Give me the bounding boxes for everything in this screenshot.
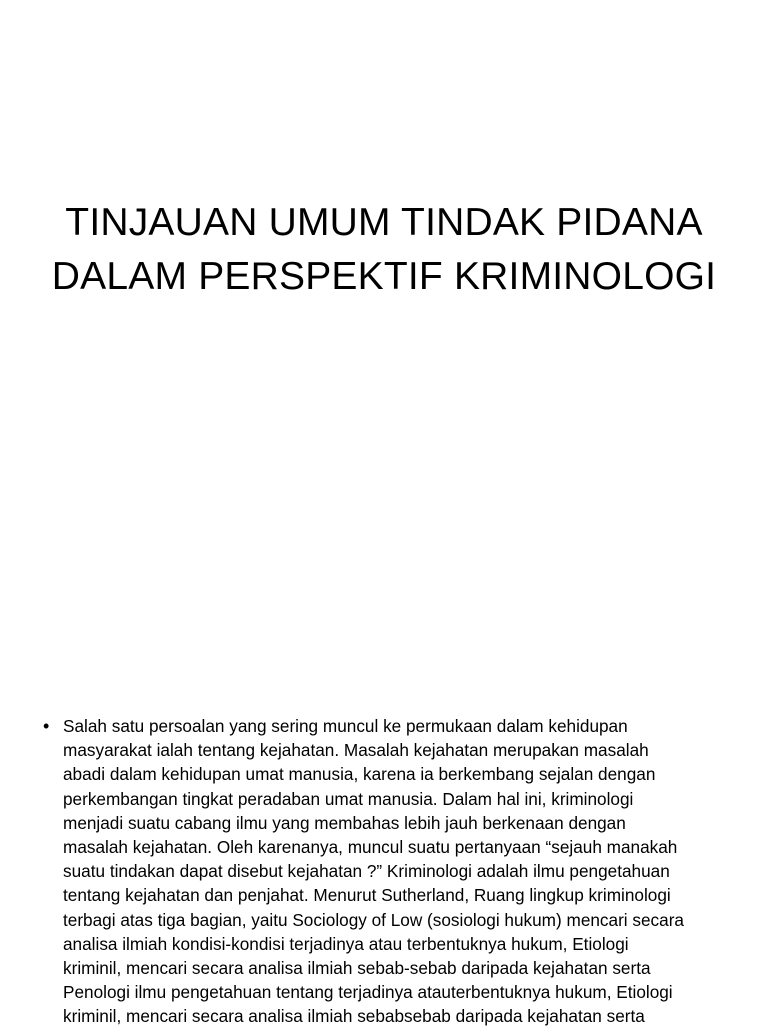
- body-text-line: terbagi atas tiga bagian, yaitu Sociology of Low (sosiologi hukum) mencari secara: [63, 909, 684, 930]
- body-text-line: Salah satu persoalan yang sering muncul ke permukaan dalam kehidupan: [63, 716, 628, 736]
- bullet-icon: •: [43, 716, 50, 736]
- slide-title: [0, 196, 768, 304]
- body-text-line: kriminil, mencari secara analisa ilmiah sebab-sebab daripada kejahatan serta: [63, 958, 651, 979]
- body-text-line: analisa ilmiah kondisi-kondisi terjadinya atau terbentuknya hukum, Etiologi: [63, 933, 629, 954]
- body-text-line: menjadi suatu cabang ilmu yang membahas lebih jauh berkenaan dengan: [63, 812, 626, 833]
- body-text-line: abadi dalam kehidupan umat manusia, karena ia berkembang sejalan dengan: [63, 764, 656, 785]
- body-text-line: masalah kejahatan. Oleh karenanya, muncul suatu pertanyaan “sejauh manakah: [63, 837, 678, 858]
- body-text-line: Penologi ilmu pengetahuan tentang terjadinya atauterbentuknya hukum, Etiologi: [63, 982, 673, 1003]
- body-text-line: masyarakat ialah tentang kejahatan. Masalah kejahatan merupakan masalah: [63, 740, 649, 761]
- slide-title-line-1: TINJAUAN UMUM TINDAK PIDANA: [65, 201, 703, 244]
- body-text-line: tentang kejahatan dan penjahat. Menurut Sutherland, Ruang lingkup kriminologi: [63, 885, 671, 906]
- slide-title-line-2: DALAM PERSPEKTIF KRIMINOLOGI: [51, 255, 717, 298]
- slide-body: [40, 714, 740, 1029]
- body-text-line: suatu tindakan dapat disebut kejahatan ?” Kriminologi adalah ilmu pengetahuan: [63, 861, 670, 882]
- body-text-line: kriminil, mencari secara analisa ilmiah sebabsebab daripada kejahatan serta: [63, 1006, 645, 1027]
- body-text-line: perkembangan tingkat peradaban umat manusia. Dalam hal ini, kriminologi: [63, 788, 634, 809]
- bullet-item: [40, 714, 740, 1029]
